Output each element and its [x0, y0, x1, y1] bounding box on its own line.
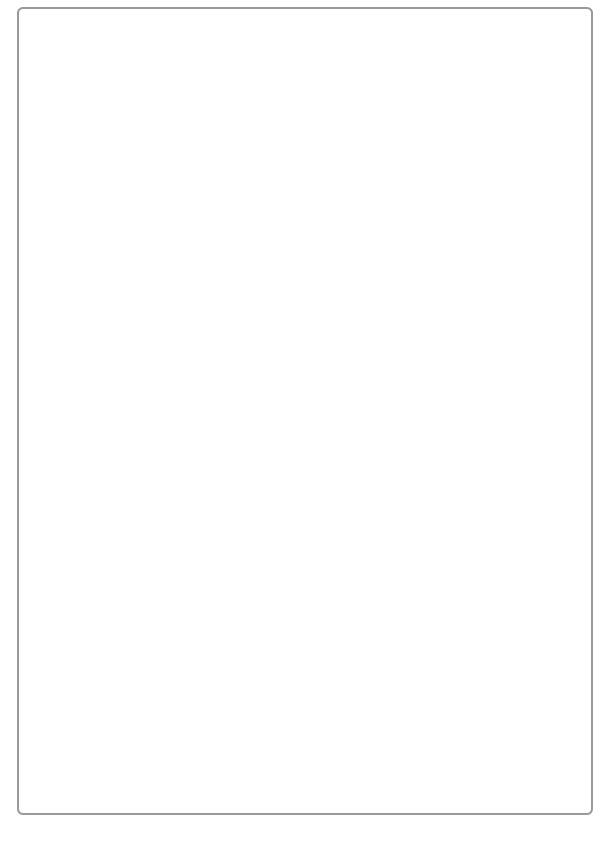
page-frame	[17, 7, 593, 815]
